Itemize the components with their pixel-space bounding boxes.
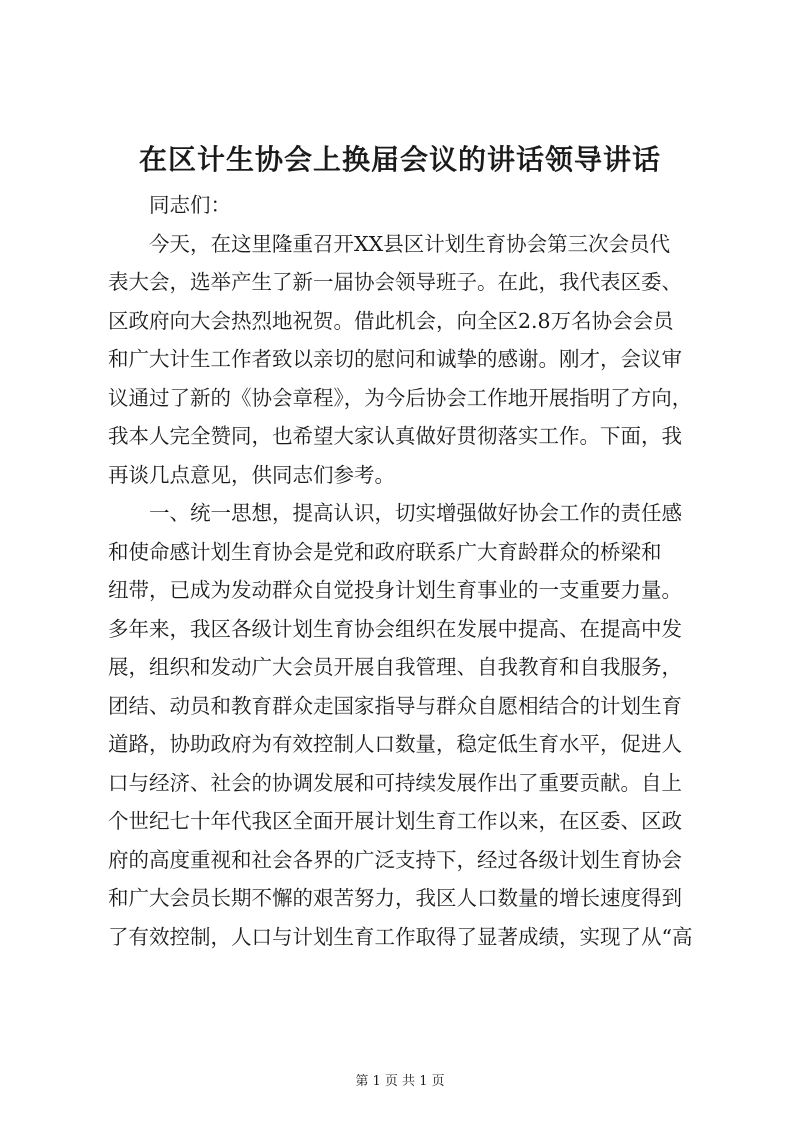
body-line: 和使命感计划生育协会是党和政府联系广大育龄群众的桥梁和 (108, 539, 662, 564)
body-line: 团结、动员和教育群众走国家指导与群众自愿相结合的计划生育 (108, 693, 682, 718)
body-line: 和广大会员长期不懈的艰苦努力，我区人口数量的增长速度得到 (108, 886, 682, 910)
body-line: 了有效控制，人口与计划生育工作取得了显著成绩，实现了从“高 (108, 924, 693, 949)
body-line: 表大会，选举产生了新一届协会领导班子。在此，我代表区委、 (108, 270, 682, 294)
body-line: 一、统一思想，提高认识，切实增强做好协会工作的责任感 (108, 501, 682, 525)
body-line: 道路，协助政府为有效控制人口数量，稳定低生育水平，促进人 (108, 732, 682, 756)
body-line: 口与经济、社会的协调发展和可持续发展作出了重要贡献。自上 (108, 770, 682, 795)
body-line: 议通过了新的《协会章程》，为今后协会工作地开展指明了方向， (108, 385, 693, 410)
body-line: 区政府向大会热烈地祝贺。借此机会，向全区2.8万名协会会员 (108, 308, 674, 333)
page-number-footer: 第 1 页 共 1 页 (355, 1074, 445, 1089)
body-line: 同志们： (108, 193, 231, 217)
body-line: 纽带，已成为发动群众自觉投身计划生育事业的一支重要力量。 (108, 578, 682, 602)
body-line: 府的高度重视和社会各界的广泛支持下，经过各级计划生育协会 (108, 847, 682, 872)
body-line: 多年来，我区各级计划生育协会组织在发展中提高、在提高中发 (108, 616, 682, 641)
body-line: 展，组织和发动广大会员开展自我管理、自我教育和自我服务， (108, 655, 682, 679)
body-line: 今天，在这里隆重召开XX县区计划生育协会第三次会员代 (108, 231, 671, 256)
body-line: 我本人完全赞同，也希望大家认真做好贯彻落实工作。下面，我 (108, 424, 682, 448)
document-title: 在区计生协会上换届会议的讲话领导讲话 (138, 143, 661, 176)
document-body (108, 186, 718, 956)
body-line: 再谈几点意见，供同志们参考。 (108, 462, 395, 487)
body-line: 个世纪七十年代我区全面开展计划生育工作以来，在区委、区政 (108, 809, 682, 833)
body-line: 和广大计生工作者致以亲切的慰问和诚挚的感谢。刚才，会议审 (108, 347, 682, 371)
